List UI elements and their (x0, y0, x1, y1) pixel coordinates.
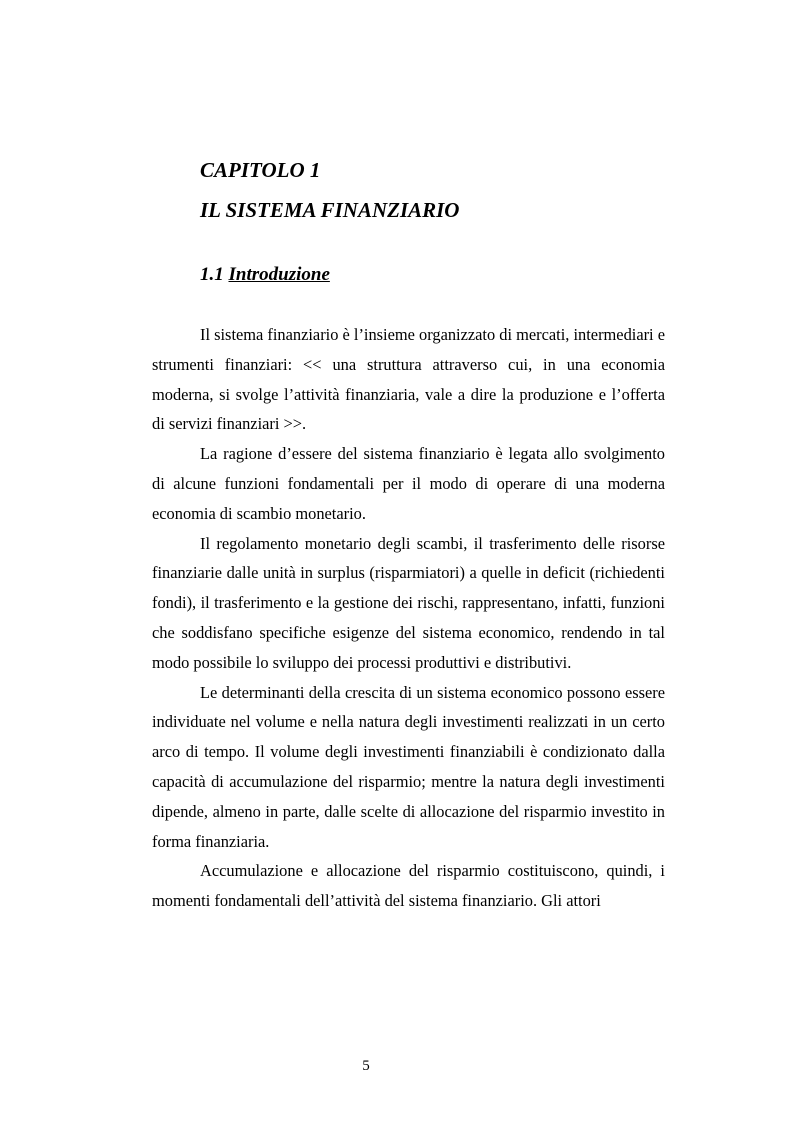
paragraph: Accumulazione e allocazione del risparmio costituiscono, quindi, i momenti fondamentali dell’attività del sistema finanziario. Gli attori (152, 861, 665, 911)
page-number: 5 (362, 1058, 370, 1074)
body-text (152, 320, 665, 916)
section-title: Introduzione (228, 264, 330, 285)
paragraph: Il regolamento monetario degli scambi, il trasferimento delle risorse finanziarie dalle unità in surplus (risparmiatori) a quelle in deficit (richiedenti fondi), il trasferimento e la gestione dei rischi, rappresentano, infatti, funzioni che soddisfano specifiche esigenze del sistema economico, rendendo in tal modo possibile lo sviluppo dei processi produttivi e distributivi. (152, 533, 665, 672)
chapter-label: CAPITOLO 1 (200, 158, 321, 182)
chapter-title: IL SISTEMA FINANZIARIO (200, 198, 460, 222)
section-heading (200, 262, 330, 288)
paragraph: Le determinanti della crescita di un sistema economico possono essere individuate nel volume e nella natura degli investimenti realizzati in un certo arco di tempo. Il volume degli investimenti finanziabili è condizionato dalla capacità di accumulazione del risparmio; mentre la natura degli investimenti dipende, almeno in parte, dalle scelte di allocazione del risparmio investito in forma finanziaria. (152, 682, 665, 851)
paragraph: La ragione d’essere del sistema finanziario è legata allo svolgimento di alcune funzioni fondamentali per il modo di operare di una moderna economia di scambio monetario. (152, 444, 665, 523)
section-number: 1.1 (200, 264, 224, 285)
chapter-heading (200, 150, 459, 230)
paragraph: Il sistema finanziario è l’insieme organizzato di mercati, intermediari e strumenti finanziari: << una struttura attraverso cui, in una economia moderna, si svolge l’attività finanziaria, vale a dire la produzione e l’offerta di servizi finanziari >>. (152, 325, 665, 434)
